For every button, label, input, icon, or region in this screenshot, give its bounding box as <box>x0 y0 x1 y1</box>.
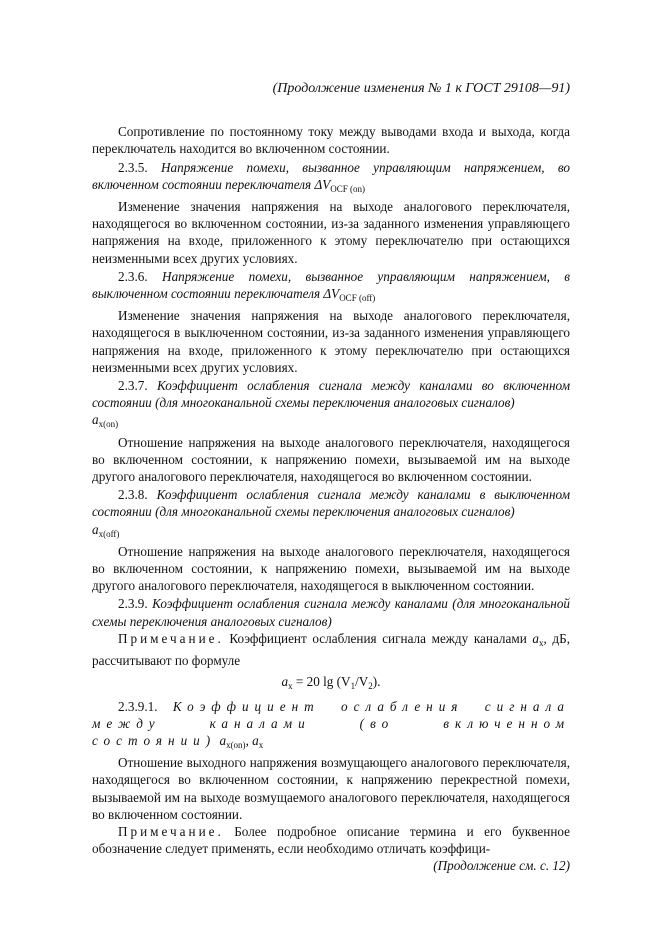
term-symbol: a <box>92 412 99 428</box>
section-2-3-9-1-body: Отношение выходного напряжения возмущающего аналогового переключателя, находящегося во включенном состоянии, к напряжению перекрестной помехи, вызываемой им на выходе возмущаемого аналогового переключателя, находящегося во включенном состоянии. <box>92 755 570 822</box>
page-header: (Продолжение изменения № 1 к ГОСТ 29108—91) <box>272 81 570 96</box>
formula <box>92 673 570 695</box>
section-2-3-8-symbol <box>92 521 570 543</box>
section-2-3-9-note <box>92 630 570 669</box>
term-symbol-subscript: OCF (off) <box>339 293 376 304</box>
document-page <box>92 80 570 875</box>
term-title: Напряжение помехи, вызванное управляющим напряжением, во включенном состоянии переключателя <box>92 159 571 192</box>
section-2-3-5-body: Изменение значения напряжения на выходе аналогового переключателя, находящегося во включенном состоянии, из-за заданного изменения управляющего напряжения на входе, приложенного к этому переключателю при остающихся неизменными всех других условиях. <box>92 199 570 266</box>
section-2-3-7-symbol <box>92 411 570 433</box>
term-symbol-alt-subscript: x <box>258 739 264 750</box>
term-title: Коэффициент ослабления сигнала между каналами в выключенном состоянии (для многоканальной схемы переключения аналоговых сигналов) <box>92 487 571 520</box>
symbol-separator: , <box>245 732 253 748</box>
note-label: Примечание. <box>118 630 224 646</box>
formula-v1-subscript: 1 <box>350 681 356 692</box>
section-2-3-9-1-note <box>92 823 570 857</box>
term-title: Напряжение помехи, вызванное управляющим напряжением, в выключенном состоянии переключателя <box>92 268 571 302</box>
term-symbol-subscript: OCF (on) <box>330 183 366 194</box>
section-2-3-9-1-heading <box>92 698 570 755</box>
section-2-3-6-body: Изменение значения напряжения на выходе аналогового переключателя, находящегося в выключенном состоянии, из-за заданного изменения управляющего напряжения на входе, приложенного к этому переключателю при остающихся неизменными всех других условиях. <box>92 308 570 375</box>
formula-rhs: = 20 lg (V <box>292 674 351 690</box>
formula-lhs-subscript: x <box>288 681 293 692</box>
note-symbol: a <box>532 630 539 646</box>
term-symbol-subscript: x(on) <box>98 419 119 430</box>
page-footer: (Продолжение см. с. 12) <box>433 858 570 874</box>
term-symbol: a <box>92 521 99 537</box>
section-2-3-5-heading <box>92 159 570 198</box>
term-title: Коэффициент ослабления сигнала между каналами во включенном состоянии (для многоканальной схемы переключения аналоговых сигналов) <box>92 378 571 411</box>
term-symbol-subscript: x(on) <box>226 739 246 750</box>
section-2-3-6-heading <box>92 268 570 307</box>
section-number: 2.3.8. <box>118 487 148 503</box>
section-2-3-9-heading <box>92 595 570 629</box>
term-symbol-subscript: x(off) <box>98 528 120 539</box>
note-text: Коэффициент ослабления сигнала между каналами <box>229 630 527 646</box>
note-text-2: , дБ, рассчитывают по формуле <box>92 630 570 669</box>
paragraph-resistance: Сопротивление по постоянному току между выводами входа и выхода, когда переключатель находится во включенном состоянии. <box>92 124 570 157</box>
note-label: Примечание. <box>118 823 224 839</box>
term-symbol: ΔV <box>323 286 340 302</box>
formula-mid: /V <box>355 674 369 690</box>
term-title: Коэффициент ослабления сигнала между каналами (во включенном состоянии) <box>92 698 571 748</box>
section-2-3-8-heading <box>92 486 570 520</box>
term-symbol: a <box>219 732 227 748</box>
section-number: 2.3.5. <box>118 159 148 175</box>
formula-v2-subscript: 2 <box>368 681 373 692</box>
section-number: 2.3.9.1. <box>118 698 158 714</box>
section-number: 2.3.7. <box>118 378 148 394</box>
formula-lhs: a <box>281 674 289 690</box>
term-symbol-alt: a <box>252 732 259 748</box>
section-2-3-7-heading <box>92 377 570 411</box>
section-2-3-8-body: Отношение напряжения на выходе аналогового переключателя, находящегося во включенном состоянии, к напряжению помехи, вызываемой им на выходе другого аналогового переключателя, находящегося в выключенном состоянии. <box>92 543 570 594</box>
note-symbol-subscript: x <box>539 637 544 648</box>
section-2-3-7-body: Отношение напряжения на выходе аналогового переключателя, находящегося во включенном состоянии, к напряжению помехи, вызываемой им на выходе другого аналогового переключателя, находящегося во включенном состоянии. <box>92 434 570 485</box>
formula-end: ). <box>372 674 381 690</box>
note-text: Более подробное описание термина и его буквенное обозначение следует применять, если необходимо отличать коэффици- <box>92 823 571 857</box>
term-symbol: ΔV <box>314 176 331 192</box>
section-number: 2.3.6. <box>118 268 148 284</box>
section-number: 2.3.9. <box>118 596 148 612</box>
term-title: Коэффициент ослабления сигнала между каналами (для многоканальной схемы переключения аналоговых сигналов) <box>92 596 571 629</box>
